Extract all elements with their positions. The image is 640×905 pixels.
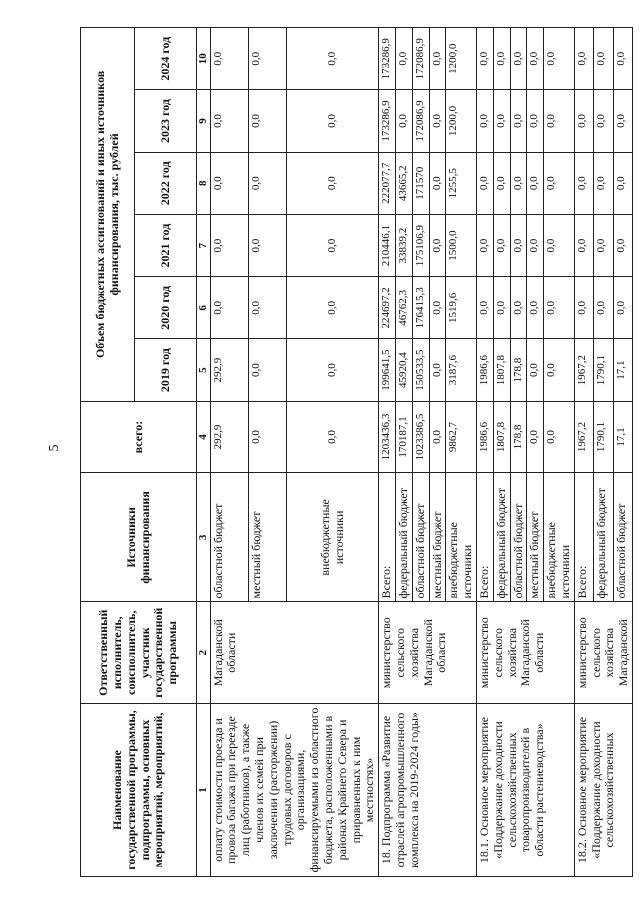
value-cell: 0,0 xyxy=(248,28,286,90)
header-year: 2020 год xyxy=(135,277,197,339)
value-cell: 0,0 xyxy=(544,28,575,90)
value-cell: 0,0 xyxy=(527,401,544,473)
program-name: 18.1. Основное мероприятие «Поддержание доходности сельскохозяйственных товаропроизводителей в области растениеводства» xyxy=(476,703,574,876)
value-cell: 17,1 xyxy=(613,339,632,401)
value-cell: 0,0 xyxy=(544,401,575,473)
value-cell: 0,0 xyxy=(574,277,593,339)
value-cell: 1967,2 xyxy=(574,339,593,401)
value-cell: 0,0 xyxy=(429,277,446,339)
header-total: всего: xyxy=(81,401,197,473)
value-cell: 224697,2 xyxy=(379,277,396,339)
value-cell: 175106,9 xyxy=(412,214,429,276)
value-cell: 199641,5 xyxy=(379,339,396,401)
value-cell: 0,0 xyxy=(613,277,632,339)
index-cell: 4 xyxy=(197,401,211,473)
value-cell: 0,0 xyxy=(287,152,379,214)
source-cell: местный бюджет xyxy=(248,473,286,602)
source-cell: Всего: xyxy=(379,473,396,602)
table-row xyxy=(476,28,493,877)
source-cell: областной бюджет xyxy=(613,473,632,602)
value-cell: 1790,1 xyxy=(594,339,613,401)
value-cell: 0,0 xyxy=(287,90,379,152)
value-cell: 0,0 xyxy=(210,28,248,90)
value-cell: 0,0 xyxy=(287,401,379,473)
index-cell: 6 xyxy=(197,277,211,339)
value-cell: 0,0 xyxy=(613,214,632,276)
value-cell: 1986,6 xyxy=(476,401,493,473)
index-cell: 7 xyxy=(197,214,211,276)
value-cell: 1023386,5 xyxy=(412,401,429,473)
rotated-table-container xyxy=(80,27,640,877)
header-year: 2023 год xyxy=(135,90,197,152)
value-cell: 0,0 xyxy=(476,28,493,90)
value-cell: 0,0 xyxy=(594,152,613,214)
value-cell: 1519,6 xyxy=(446,277,477,339)
value-cell: 0,0 xyxy=(493,214,510,276)
value-cell: 0,0 xyxy=(527,152,544,214)
value-cell: 0,0 xyxy=(248,401,286,473)
page-number: 5 xyxy=(47,444,62,452)
value-cell: 1807,8 xyxy=(493,339,510,401)
value-cell: 0,0 xyxy=(574,152,593,214)
index-cell: 2 xyxy=(197,602,211,704)
value-cell: 0,0 xyxy=(527,28,544,90)
value-cell: 0,0 xyxy=(544,339,575,401)
value-cell: 0,0 xyxy=(429,214,446,276)
value-cell: 0,0 xyxy=(210,152,248,214)
responsible-executor: министерство сельского хозяйства Магаданской области xyxy=(379,602,477,704)
value-cell: 0,0 xyxy=(248,339,286,401)
value-cell: 0,0 xyxy=(594,28,613,90)
source-cell: федеральный бюджет xyxy=(493,473,510,602)
responsible-executor: министерство сельского хозяйства Магаданской области xyxy=(476,602,574,704)
value-cell: 0,0 xyxy=(574,214,593,276)
source-cell: внебюджетные источники xyxy=(544,473,575,602)
value-cell: 0,0 xyxy=(493,90,510,152)
header-volume-group: Объем бюджетных ассигнований и иных источников финансирования, тыс. рублей xyxy=(81,28,135,402)
table-row xyxy=(574,28,593,877)
value-cell: 0,0 xyxy=(510,28,527,90)
source-cell: местный бюджет xyxy=(527,473,544,602)
value-cell: 1790,1 xyxy=(594,401,613,473)
source-cell: местный бюджет xyxy=(429,473,446,602)
table-row xyxy=(210,28,248,877)
value-cell: 45920,4 xyxy=(396,339,413,401)
value-cell: 33839,2 xyxy=(396,214,413,276)
source-cell: областной бюджет xyxy=(210,473,248,602)
header-year: 2022 год xyxy=(135,152,197,214)
value-cell: 1500,0 xyxy=(446,214,477,276)
value-cell: 0,0 xyxy=(210,214,248,276)
value-cell: 0,0 xyxy=(544,90,575,152)
value-cell: 0,0 xyxy=(476,90,493,152)
value-cell: 0,0 xyxy=(248,277,286,339)
value-cell: 0,0 xyxy=(594,90,613,152)
value-cell: 150533,5 xyxy=(412,339,429,401)
responsible-executor: министерство сельского хозяйства Магаданской xyxy=(574,602,632,704)
program-name: оплату стоимости проезда и провоза багажа при переезде лиц (работников), а также членов их семей при заключении (расторжении) трудовых договоров с организациями, финансируемыми из областного бюджета, расположенными в районах Крайнего Севера и приравненных к ним местностях» xyxy=(210,703,379,876)
value-cell: 0,0 xyxy=(429,152,446,214)
value-cell: 0,0 xyxy=(476,152,493,214)
value-cell: 0,0 xyxy=(493,277,510,339)
value-cell: 222077,7 xyxy=(379,152,396,214)
value-cell: 0,0 xyxy=(510,152,527,214)
value-cell: 0,0 xyxy=(544,152,575,214)
value-cell: 178,8 xyxy=(510,339,527,401)
header-year: 2021 год xyxy=(135,214,197,276)
value-cell: 0,0 xyxy=(613,28,632,90)
value-cell: 3187,6 xyxy=(446,339,477,401)
value-cell: 172086,9 xyxy=(412,28,429,90)
value-cell: 178,8 xyxy=(510,401,527,473)
value-cell: 173286,9 xyxy=(379,28,396,90)
value-cell: 0,0 xyxy=(613,152,632,214)
value-cell: 0,0 xyxy=(210,90,248,152)
value-cell: 0,0 xyxy=(527,214,544,276)
value-cell: 0,0 xyxy=(287,277,379,339)
value-cell: 0,0 xyxy=(476,277,493,339)
value-cell: 0,0 xyxy=(396,28,413,90)
value-cell: 0,0 xyxy=(510,277,527,339)
value-cell: 0,0 xyxy=(574,28,593,90)
program-name: 18. Подпрограмма «Развитие отраслей агропромышленного комплекса на 2019-2024 годы» xyxy=(379,703,477,876)
value-cell: 0,0 xyxy=(396,90,413,152)
value-cell: 292,9 xyxy=(210,339,248,401)
value-cell: 43665,2 xyxy=(396,152,413,214)
value-cell: 0,0 xyxy=(476,214,493,276)
source-cell: внебюджетные источники xyxy=(446,473,477,602)
header-year: 2019 год xyxy=(135,339,197,401)
value-cell: 173286,9 xyxy=(379,90,396,152)
value-cell: 0,0 xyxy=(210,277,248,339)
value-cell: 17,1 xyxy=(613,401,632,473)
value-cell: 0,0 xyxy=(287,28,379,90)
value-cell: 1807,8 xyxy=(493,401,510,473)
value-cell: 1255,5 xyxy=(446,152,477,214)
value-cell: 0,0 xyxy=(527,90,544,152)
value-cell: 9862,7 xyxy=(446,401,477,473)
source-cell: федеральный бюджет xyxy=(594,473,613,602)
value-cell: 0,0 xyxy=(429,90,446,152)
header-source: Источники финансирования xyxy=(81,473,197,602)
value-cell: 0,0 xyxy=(527,339,544,401)
value-cell: 0,0 xyxy=(493,28,510,90)
source-cell: Всего: xyxy=(476,473,493,602)
value-cell: 0,0 xyxy=(510,214,527,276)
value-cell: 46762,3 xyxy=(396,277,413,339)
value-cell: 0,0 xyxy=(493,152,510,214)
value-cell: 0,0 xyxy=(510,90,527,152)
value-cell: 0,0 xyxy=(544,277,575,339)
value-cell: 1200,0 xyxy=(446,90,477,152)
index-cell: 10 xyxy=(197,28,211,90)
value-cell: 0,0 xyxy=(248,214,286,276)
index-cell: 9 xyxy=(197,90,211,152)
source-cell: Всего: xyxy=(574,473,593,602)
value-cell: 210446,1 xyxy=(379,214,396,276)
value-cell: 0,0 xyxy=(594,214,613,276)
budget-table xyxy=(80,27,633,877)
value-cell: 171570 xyxy=(412,152,429,214)
value-cell: 0,0 xyxy=(574,90,593,152)
value-cell: 0,0 xyxy=(248,152,286,214)
value-cell: 0,0 xyxy=(248,90,286,152)
table-row xyxy=(379,28,396,877)
value-cell: 292,9 xyxy=(210,401,248,473)
header-year: 2024 год xyxy=(135,28,197,90)
value-cell: 0,0 xyxy=(429,401,446,473)
header-responsible: Ответственный исполнитель, соисполнитель, участник государственной программы xyxy=(81,602,197,704)
value-cell: 1200,0 xyxy=(446,28,477,90)
value-cell: 0,0 xyxy=(429,339,446,401)
value-cell: 0,0 xyxy=(544,214,575,276)
value-cell: 1967,2 xyxy=(574,401,593,473)
responsible-executor: Магаданской области xyxy=(210,602,379,704)
value-cell: 170187,1 xyxy=(396,401,413,473)
index-cell: 8 xyxy=(197,152,211,214)
index-cell: 3 xyxy=(197,473,211,602)
value-cell: 172086,9 xyxy=(412,90,429,152)
value-cell: 0,0 xyxy=(287,339,379,401)
index-cell: 5 xyxy=(197,339,211,401)
value-cell: 0,0 xyxy=(287,214,379,276)
source-cell: областной бюджет xyxy=(510,473,527,602)
source-cell: областной бюджет xyxy=(412,473,429,602)
program-name: 18.2. Основное мероприятие «Поддержание доходности сельскохозяйственных xyxy=(574,703,632,876)
header-name: Наименование государственной программы, подпрограммы, основных мероприятий, мероприятий, xyxy=(81,703,197,876)
source-cell: федеральный бюджет xyxy=(396,473,413,602)
value-cell: 176415,3 xyxy=(412,277,429,339)
value-cell: 0,0 xyxy=(613,90,632,152)
source-cell: внебюджетные источники xyxy=(287,473,379,602)
value-cell: 0,0 xyxy=(594,277,613,339)
value-cell: 0,0 xyxy=(527,277,544,339)
value-cell: 0,0 xyxy=(429,28,446,90)
value-cell: 1986,6 xyxy=(476,339,493,401)
index-cell: 1 xyxy=(197,703,211,876)
value-cell: 1203436,3 xyxy=(379,401,396,473)
